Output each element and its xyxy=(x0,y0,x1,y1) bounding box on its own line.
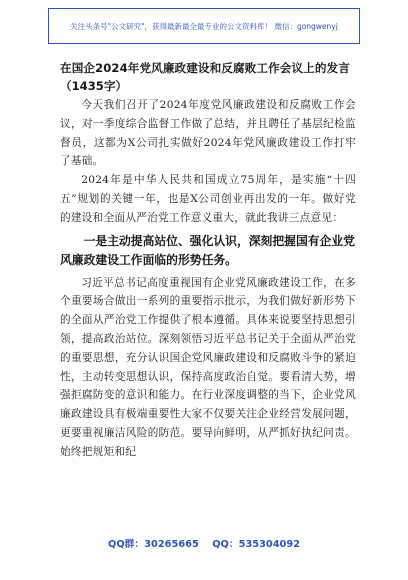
qq-number: QQ：535304092 xyxy=(212,539,301,550)
promo-banner[interactable]: 关注头条号"公文研究"，获得最新最全最专业的公文资料库！ 微信：gongwenyj xyxy=(48,8,360,44)
qq-group: QQ群：30265665 xyxy=(107,539,199,550)
body-text xyxy=(60,96,356,462)
footer-contact xyxy=(0,536,408,550)
word-count: （1435字） xyxy=(60,79,128,93)
section-heading: 一是主动提高站位、强化认识，深刻把握国有企业党风廉政建设工作面临的形势任务。 xyxy=(60,233,355,267)
paragraph-main: 习近平总书记高度重视国有企业党风廉政建设工作，在多个重要场合做出一系列的重要指示批示，为我们做好新形势下的全面从严治党工作提供了根本遵循。具体来说要坚持思想引领，提高政治站位。深刻领悟习近平总书记关于全面从严治党的重要思想，充分认识国企党风廉政建设和反腐败斗争的紧迫性，主动转变思想认识，保持高度政治自觉。要看清大势，增强拒腐防变的意识和能力。在行业深度调整的当下，企业党风廉政建设具有极端重要性大家不仅要关注企业经营发展问题，更要重视廉洁风险的防范。要导向鲜明，从严抓好执纪问责。始终把规矩和纪 xyxy=(60,276,356,458)
document-title: 在国企2024年党风廉政建设和反腐败工作会议上的发言 xyxy=(60,61,350,75)
paragraph-intro: 今天我们召开了2024年度党风廉政建设和反腐败工作会议，对一季度综合监督工作做了总结，并且聘任了基层纪检监督员，这都为X公司扎实做好2024年党风廉政建设工作打牢了基础。 xyxy=(60,99,356,168)
paragraph-context: 2024年是中华人民共和国成立75周年，是实施“十四五”规划的关键一年，也是X公司创业再出发的一年。做好党的建设和全面从严治党工作意义重大，就此我讲三点意见： xyxy=(60,174,356,224)
